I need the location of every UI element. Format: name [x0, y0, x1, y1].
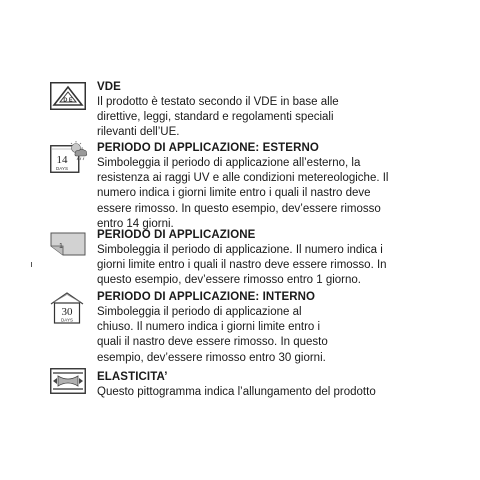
description-line: direttive, leggi, standard e regolamenti speciali: [97, 111, 334, 124]
sun-cloud-calendar-icon: [50, 141, 88, 173]
entry-description: [97, 385, 470, 400]
icon-number: 14: [56, 154, 68, 166]
entry-title: ELASTICITA’: [97, 371, 168, 383]
description-line: Simboleggia il periodo di applicazione. Il numero indica i: [97, 244, 383, 256]
description-line: quali il nastro deve essere rimosso. In questo: [97, 336, 328, 349]
stray-mark: [31, 262, 32, 267]
tape-strip-icon: [50, 232, 88, 256]
icon-number: 1: [59, 243, 63, 250]
description-line: esempio, dev’essere rimosso entro 30 giorni.: [97, 351, 326, 364]
vde-icon-letters: D E: [63, 97, 73, 104]
entry-description: [97, 305, 470, 366]
entry-description: [97, 95, 470, 141]
entry-title: PERIODO DI APPLICAZIONE: INTERNO: [97, 291, 316, 303]
description-line: rilevanti dell’UE.: [97, 126, 180, 139]
icon-unit: DAYS: [56, 166, 68, 171]
entry-title: PERIODO DI APPLICAZIONE: ESTERNO: [97, 142, 319, 154]
description-line: essere rimosso. In questo esempio, dev’essere rimosso: [97, 202, 381, 215]
description-line: Questo pittogramma indica l’allungamento del prodotto: [97, 386, 376, 398]
description-line: resistenza ai raggi UV e alle condizioni metereologiche. Il: [97, 172, 389, 185]
elasticity-stretch-icon: [50, 368, 88, 394]
entry-description: [97, 156, 470, 232]
description-line: entro 14 giorni.: [97, 217, 174, 230]
description-line: Simboleggia il periodo di applicazione al: [97, 306, 302, 318]
entry-title: PERIODO DI APPLICAZIONE: [97, 229, 256, 241]
entry-description: [97, 243, 470, 289]
description-line: questo esempio, dev’essere rimosso entro 1 giorno.: [97, 274, 362, 287]
description-line: Simboleggia il periodo di applicazione all’esterno, la: [97, 157, 361, 169]
vde-mark-icon: [50, 82, 88, 110]
entry-title: VDE: [97, 81, 121, 93]
icon-number: 30: [61, 306, 73, 318]
description-line: chiuso. Il numero indica i giorni limite entro i: [97, 321, 321, 334]
description-line: numero indica i giorni limite entro i quali il nastro deve: [97, 187, 371, 200]
house-calendar-icon: [50, 292, 88, 324]
description-line: giorni limite entro i quali il nastro deve essere rimosso. In: [97, 259, 387, 272]
description-line: Il prodotto è testato secondo il VDE in base alle: [97, 96, 339, 108]
icon-unit: DAYS: [61, 317, 73, 323]
